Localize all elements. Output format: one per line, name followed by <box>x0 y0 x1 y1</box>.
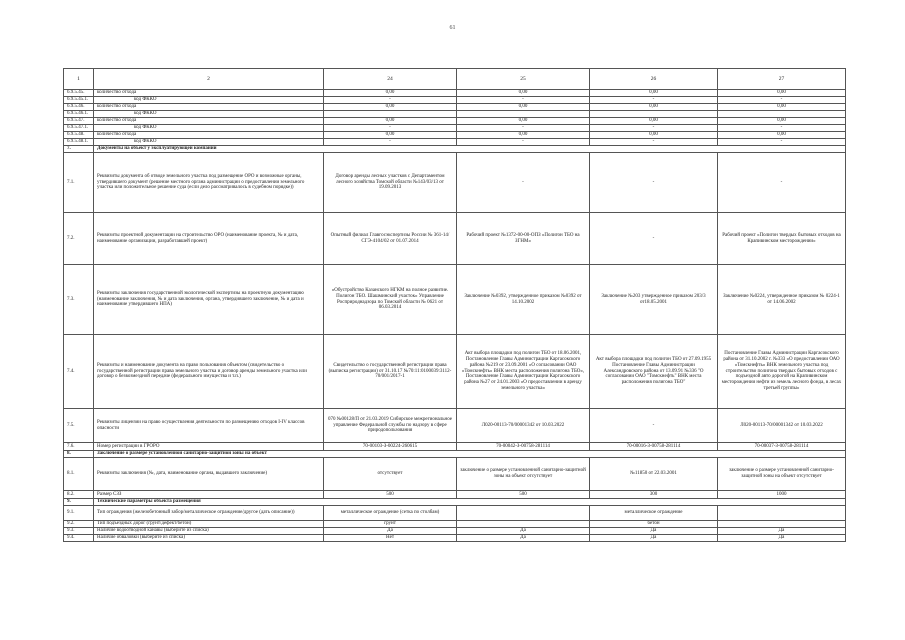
table-cell <box>718 111 846 118</box>
table-cell: Свидетельство о государственной регистрации права (выписка регистрации) от 31.10.17 №70:11:0100039:3112-70/001/2017-1 <box>324 335 457 409</box>
table-cell: 500 <box>457 491 590 499</box>
table-cell: Технические параметры объекта размещения <box>94 499 846 506</box>
table-cell: Реквизиты заключения (№, дата, наименование органа, выдавшего заключение) <box>94 458 324 491</box>
table-cell: грунт <box>324 521 457 528</box>
table-cell: - <box>457 153 590 213</box>
table-cell: - <box>324 139 457 146</box>
table-cell <box>457 521 590 528</box>
table-cell: - <box>590 409 718 443</box>
table-cell <box>718 506 846 521</box>
table-cell: - <box>590 97 718 104</box>
register-table <box>63 68 846 542</box>
table-cell: 6.9.5.48. <box>64 132 94 139</box>
table-cell: Л020-00113-70/00001342 от 10.03.2022 <box>718 409 846 443</box>
table-cell: 0,00 <box>718 118 846 125</box>
table-cell: Тип подъездных дорог (грунт/дефект/бетон) <box>94 521 324 528</box>
table-row <box>64 535 846 542</box>
table-cell: 6.9.5.46.1. <box>64 111 94 118</box>
table-row <box>64 111 846 118</box>
table-cell: Тип ограждения (железобетонный забор/металлическое ограждение/другое (дать описание)) <box>94 506 324 521</box>
table-cell: 6.9.5.48.1. <box>64 139 94 146</box>
table-cell: 6.9.5.46. <box>64 104 94 111</box>
table-cell: 7.3. <box>64 265 94 335</box>
table-row <box>64 409 846 443</box>
table-cell: - <box>718 139 846 146</box>
table-row <box>64 506 846 521</box>
table-row <box>64 443 846 451</box>
table-cell: «Обустройство Казанского НГКМ на полное развитие. Полигон ТБО. Шашминский участок» Управление Росприроднадзора по Томской области № 0621 от 06.03.2014 <box>324 265 457 335</box>
table-cell: металлическое ограждение <box>590 506 718 521</box>
table-row <box>64 528 846 535</box>
table-cell <box>718 521 846 528</box>
table-cell: код ФККО <box>94 139 324 146</box>
table-cell: 7.4. <box>64 335 94 409</box>
table-cell: Наличие обваловки (выберите из списка) <box>94 535 324 542</box>
table-cell: количество отхода <box>94 132 324 139</box>
table-cell: - <box>590 153 718 213</box>
table-cell: 9.3. <box>64 528 94 535</box>
table-cell: Реквизиты заключения государственной экологической экспертизы на проектную документацию (наименование заключения, № и дата заключения, органа, утвердившего заключение, № и дата и наименование утвердившего НПА) <box>94 265 324 335</box>
table-cell: 1000 <box>718 491 846 499</box>
table-cell: Акт выбора площадки под полигон ТБО от 27.09.1955 Постановление Главы Администрации Александровского района от 13.09.91 №336 "О согласовании ОАО "Томскнефть" ВНК места расположения полигона ТБО" <box>590 335 718 409</box>
table-cell: 300 <box>590 491 718 499</box>
table-cell: 0,00 <box>590 104 718 111</box>
table-cell: Рабочий проект «Полигон твердых бытовых отходов на Крапивинском месторождении» <box>718 213 846 265</box>
table-cell: 7.2. <box>64 213 94 265</box>
table-cell: 0,00 <box>324 90 457 97</box>
table-cell: Да <box>590 528 718 535</box>
table-cell: 9.4. <box>64 535 94 542</box>
header-cell: 2 <box>94 69 324 90</box>
table-cell: код ФККО <box>94 111 324 118</box>
table-cell: 0,00 <box>324 132 457 139</box>
table-cell: - <box>457 139 590 146</box>
table-cell: 70-00016-З-00758-281114 <box>590 443 718 451</box>
table-cell: Да <box>718 528 846 535</box>
table-row <box>64 125 846 132</box>
table-cell: 0,00 <box>590 118 718 125</box>
table-row <box>64 335 846 409</box>
table-cell <box>324 111 457 118</box>
table-cell: Акт выбора площадки под полигон ТБО от 18.06.2001, Постановление Главы Администрации Каргасокского района №219 от 23.09.2001 «О согласовании ОАО «Томскнефть» ВНК места расположения полигона ТБО», Постановление Главы Администрации Каргасокского района №27 от 24.01.2003 «О предоставлении в аренду земельного участка» <box>457 335 590 409</box>
table-cell: Реквизиты лицензии на право осуществления деятельности по размещению отходов I-IV классов опасности <box>94 409 324 443</box>
table-cell: Размер СЗЗ <box>94 491 324 499</box>
table-row <box>64 213 846 265</box>
table-cell: 0,00 <box>457 132 590 139</box>
table-cell: 0,00 <box>718 104 846 111</box>
header-row <box>64 69 846 90</box>
header-cell: 1 <box>64 69 94 90</box>
table-cell: Нет <box>324 535 457 542</box>
table-cell: - <box>718 125 846 132</box>
table-cell: 70-00037-З-00758-281114 <box>718 443 846 451</box>
table-cell: 6.9.5.45.1. <box>64 97 94 104</box>
table-row <box>64 118 846 125</box>
table-cell: 9. <box>64 499 94 506</box>
header-cell: 24 <box>324 69 457 90</box>
header-cell: 25 <box>457 69 590 90</box>
table-cell: 70-00103-З-00224-260615 <box>324 443 457 451</box>
section-row <box>64 451 846 458</box>
table-cell: 6.9.5.45. <box>64 90 94 97</box>
table-row <box>64 132 846 139</box>
table-cell: Номер регистрации в ГРОРО <box>94 443 324 451</box>
table-cell: 0,00 <box>718 132 846 139</box>
table-cell: количество отхода <box>94 104 324 111</box>
table-cell: - <box>590 139 718 146</box>
table-cell: Да <box>457 535 590 542</box>
table-cell: 0,00 <box>457 104 590 111</box>
table-cell: Да <box>590 535 718 542</box>
table-cell: 0,00 <box>324 118 457 125</box>
table-row <box>64 139 846 146</box>
header-cell: 27 <box>718 69 846 90</box>
table-cell: Заключение о размере установленной санитарно-защитной зоны на объект <box>94 451 846 458</box>
table-cell <box>457 506 590 521</box>
table-cell: 8.2. <box>64 491 94 499</box>
table-cell: 7.1. <box>64 153 94 213</box>
table-cell: 6.9.5.47. <box>64 118 94 125</box>
table-cell: 9.1. <box>64 506 94 521</box>
table-cell: - <box>718 97 846 104</box>
table-cell: 0,00 <box>457 90 590 97</box>
table-cell: - <box>590 213 718 265</box>
table-cell: - <box>457 97 590 104</box>
table-cell: - <box>324 97 457 104</box>
table-body <box>64 90 846 542</box>
table-cell: код ФККО <box>94 97 324 104</box>
page-number: 61 <box>449 25 456 31</box>
table-cell: количество отхода <box>94 90 324 97</box>
table-cell: 0,00 <box>324 104 457 111</box>
table-cell <box>590 111 718 118</box>
table-cell: Опытный филиал Главгосэкспертизы России № 361-14/СГЭ-4104/02 от 01.07.2014 <box>324 213 457 265</box>
table-cell: 8.1. <box>64 458 94 491</box>
table-cell <box>457 111 590 118</box>
table-cell: 9.2. <box>64 521 94 528</box>
table-row <box>64 458 846 491</box>
table-cell: 500 <box>324 491 457 499</box>
table-cell: Рабочий проект №1372-00-00-ОПЗ «Полигон ТБО на ЗГНМ» <box>457 213 590 265</box>
table-cell: 7.5. <box>64 409 94 443</box>
table-cell: - <box>718 153 846 213</box>
table-cell: Да <box>718 535 846 542</box>
section-row <box>64 499 846 506</box>
table-cell: Заключение №0224, утвержденное приказом № 0224-1 от 14.06.2002 <box>718 265 846 335</box>
table-cell: 70-00042-З-00758-281114 <box>457 443 590 451</box>
table-cell: Документы на объект у эксплуатирующей компании <box>94 146 846 153</box>
table-cell: 070 №00128/П от 21.03.2019 Сибирское межрегиональное управление Федеральной службы по надзору в сфере природопользования <box>324 409 457 443</box>
table-cell: 7.6. <box>64 443 94 451</box>
table-cell: металлическое ограждение (сетка по столбам) <box>324 506 457 521</box>
table-cell: Заключение №203 утвержденное приказом 203/3 от18.05.2001 <box>590 265 718 335</box>
table-row <box>64 265 846 335</box>
table-cell: отсутствует <box>324 458 457 491</box>
table-row <box>64 491 846 499</box>
table-row <box>64 97 846 104</box>
table-cell: код ФККО <box>94 125 324 132</box>
table-cell: Реквизиты проектной документации на строительство ОРО (наименование проекта, № и дата, наименование организации, разработавшей проект) <box>94 213 324 265</box>
table-cell: 7. <box>64 146 94 153</box>
table-cell: №11850 от 22.03.2001 <box>590 458 718 491</box>
table-cell: Наличие водоотводной канавы (выберите из списка) <box>94 528 324 535</box>
table-cell: Договор аренды лесных участков с Департаментом лесного хозяйства Томской области №143/03/13 от 19.09.2013 <box>324 153 457 213</box>
table-cell: 6.9.5.47.1. <box>64 125 94 132</box>
table-cell: бетон <box>590 521 718 528</box>
table-cell: 0,00 <box>590 90 718 97</box>
table-cell: Реквизиты и наименование документа на право пользования объектом (свидетельство о государственной регистрации права земельного участка и договор аренды земельного участка или договор о безвозмездной передаче (федерального имущества и т.п.) <box>94 335 324 409</box>
table-cell: Постановление Главы Администрации Каргасокского района от 31.10.2002 г. №333 «О предоставлении ОАО «Томскнефть» ВНК земельного участка под строительство полигона твердых бытовых отходов с подъездной авто дорогой на Крапивинском месторождении нефти из земель лесного фонда, в лесах третьей группы» <box>718 335 846 409</box>
table-cell: Л020-00113-70/00001342 от 10.03.2022 <box>457 409 590 443</box>
table-cell: количество отхода <box>94 118 324 125</box>
table-cell: Реквизиты документа об отводе земельного участка под размещение ОРО и возможные органы, утвердившего документ (решение местного органа администрации о предоставлении земельного участка или положительное решение суда (если дело рассматривалось в судебном порядке)) <box>94 153 324 213</box>
table-cell: - <box>590 125 718 132</box>
header-cell: 26 <box>590 69 718 90</box>
table-cell: Заключение №0392, утвержденное приказом №0392 от 14.10.2002 <box>457 265 590 335</box>
table-row <box>64 521 846 528</box>
table-row <box>64 104 846 111</box>
table-row <box>64 90 846 97</box>
table-cell: 0,00 <box>457 118 590 125</box>
table-cell: - <box>324 125 457 132</box>
table-cell: заключение о размере установленной санитарно-защитной зоны на объект отсутствует <box>718 458 846 491</box>
section-row <box>64 146 846 153</box>
table-row <box>64 153 846 213</box>
table-cell: 8. <box>64 451 94 458</box>
table-cell: - <box>457 125 590 132</box>
table-cell: 0,00 <box>590 132 718 139</box>
table-cell: 0,00 <box>718 90 846 97</box>
table-cell: заключение о размере установленной санитарно-защитной зоны на объект отсутствует <box>457 458 590 491</box>
table-cell: Да <box>457 528 590 535</box>
table-cell: Да <box>324 528 457 535</box>
